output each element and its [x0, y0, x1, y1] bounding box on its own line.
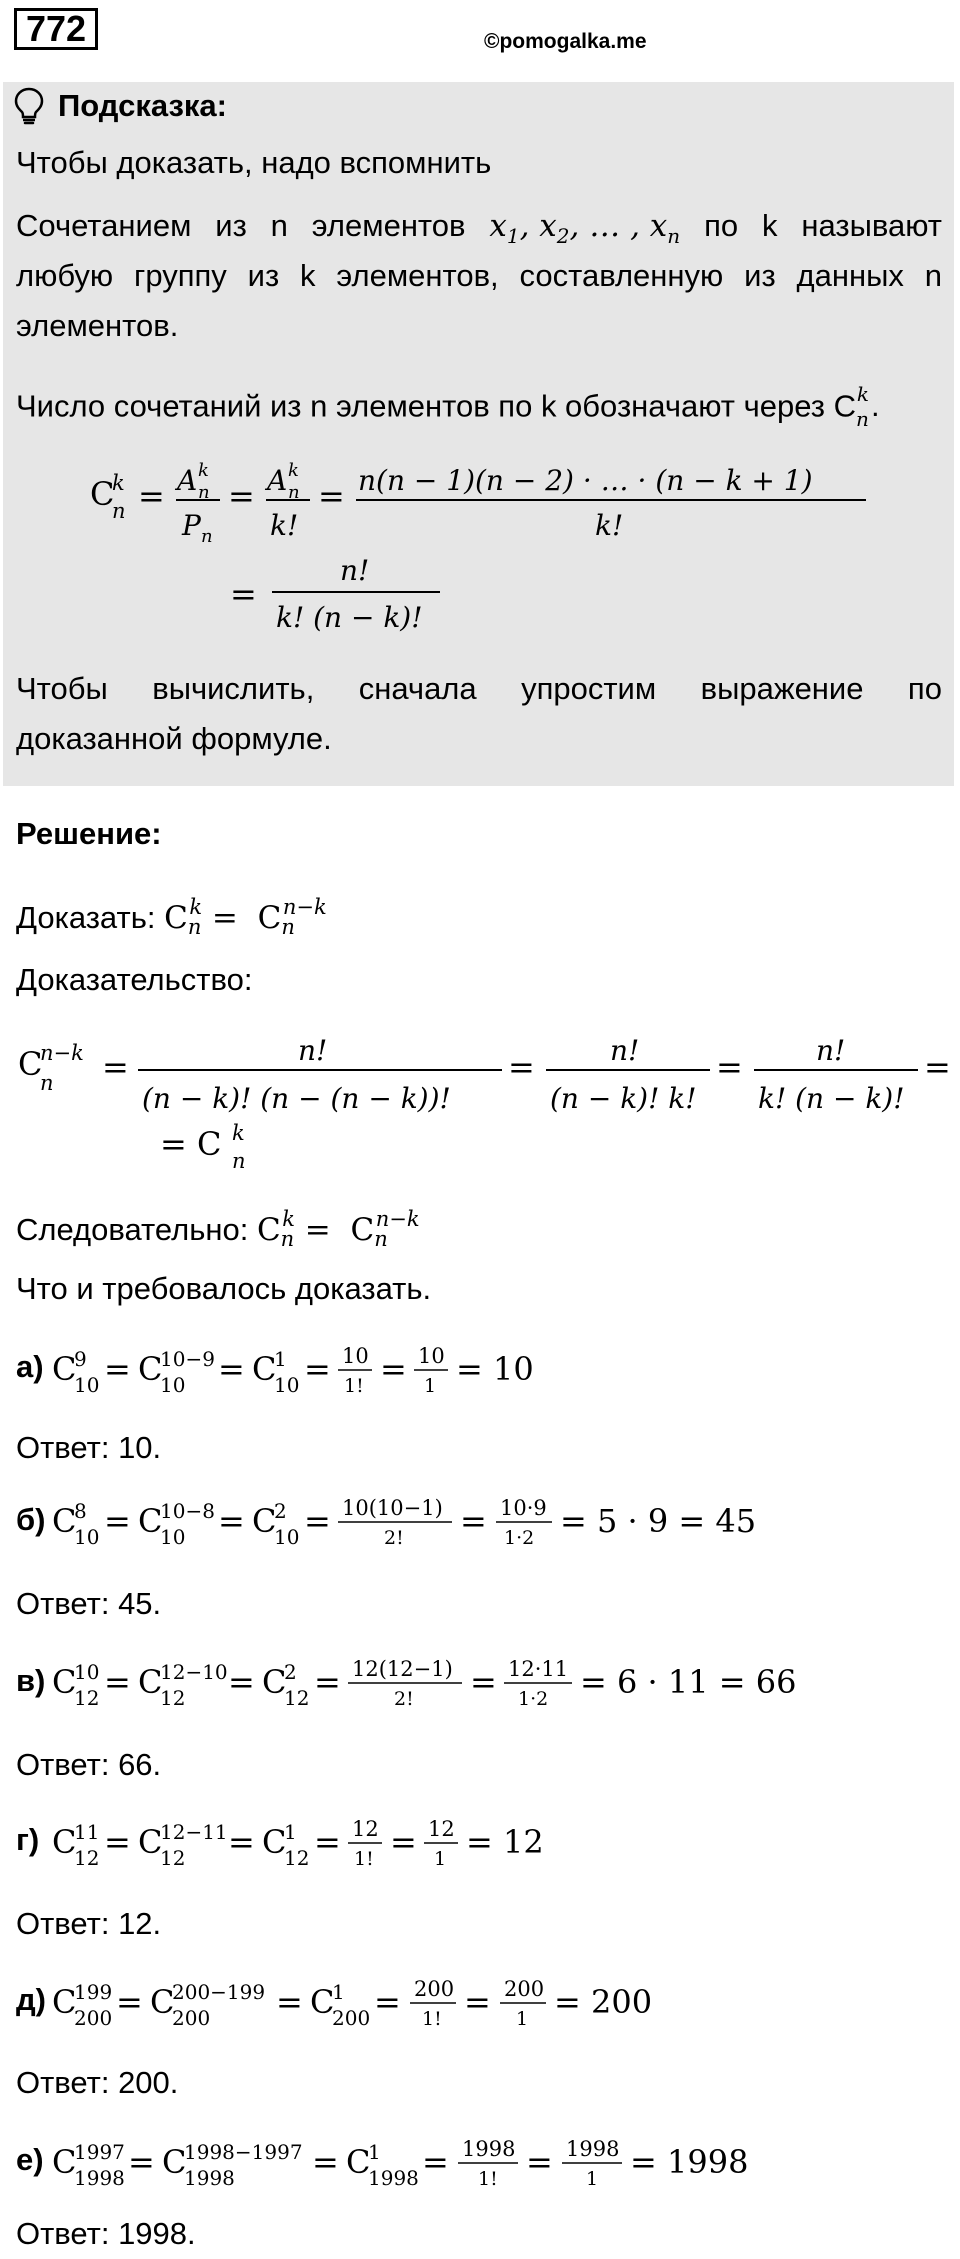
- word: k: [300, 258, 316, 293]
- svg-text:n!: n!: [340, 554, 370, 587]
- svg-text:=: =: [924, 1048, 951, 1086]
- hint-paragraph-3-line-1: [16, 669, 942, 709]
- item-d-formula: [52, 1803, 672, 1883]
- svg-text:10(10−1): 10(10−1): [342, 1496, 443, 1520]
- solution-title: Решение:: [16, 816, 162, 851]
- svg-text:200: 200: [414, 1977, 455, 2001]
- item-c-formula: [52, 1643, 872, 1723]
- svg-text:k: k: [112, 471, 125, 495]
- word: n: [924, 258, 942, 293]
- svg-text:12: 12: [74, 1846, 100, 1870]
- word: любую: [16, 258, 114, 293]
- hint-paragraph-1-line-2: [16, 256, 942, 296]
- svg-text:A: A: [267, 464, 288, 497]
- svg-text:=: =: [104, 1823, 131, 1861]
- svg-text:1: 1: [434, 1848, 447, 1870]
- item-e-formula: [52, 1963, 752, 2043]
- svg-text:C: C: [262, 1663, 287, 1701]
- answer-e: Ответ: 200.: [16, 2065, 179, 2100]
- proof-label: Доказательство:: [16, 962, 253, 997]
- svg-text:=: =: [218, 1350, 245, 1388]
- svg-text:1: 1: [424, 1375, 437, 1397]
- svg-text:C: C: [162, 2143, 187, 2181]
- svg-text:=: =: [276, 1983, 303, 2021]
- svg-text:1: 1: [274, 1347, 287, 1371]
- item-label-e: д): [16, 1982, 47, 2017]
- svg-text:12: 12: [284, 1686, 310, 1710]
- svg-text:n!: n!: [298, 1034, 328, 1067]
- word: данных: [796, 258, 904, 293]
- prove-formula: $Cn^k = Cn^{n-k}$: [164, 895, 327, 939]
- item-label-f: е): [16, 2142, 44, 2177]
- svg-text:10·9: 10·9: [500, 1496, 547, 1520]
- svg-text:8: 8: [74, 1499, 87, 1523]
- svg-text:=: =: [314, 1823, 341, 1861]
- svg-text:1: 1: [368, 2140, 381, 2164]
- svg-text:C: C: [310, 1983, 335, 2021]
- svg-text:12: 12: [284, 1846, 310, 1870]
- svg-text:2: 2: [274, 1499, 287, 1523]
- word: из: [215, 208, 247, 243]
- svg-text:=: =: [374, 1983, 401, 2021]
- svg-text:=: =: [230, 575, 257, 613]
- svg-text:=: =: [464, 1983, 491, 2021]
- svg-text:=: =: [508, 1048, 535, 1086]
- svg-text:=: =: [228, 477, 255, 515]
- svg-text:n: n: [201, 526, 213, 547]
- svg-text:C: C: [138, 1350, 163, 1388]
- svg-text:1!: 1!: [422, 2008, 442, 2030]
- svg-text:n: n: [40, 1071, 54, 1095]
- svg-text:10−9: 10−9: [160, 1347, 215, 1371]
- svg-text:C: C: [138, 1502, 163, 1540]
- svg-text:n: n: [112, 499, 126, 523]
- svg-text:2: 2: [284, 1660, 297, 1684]
- word: из: [744, 258, 776, 293]
- answer-c: Ответ: 66.: [16, 1747, 162, 1782]
- site-watermark: ©pomogalka.me: [484, 30, 647, 53]
- svg-text:C: C: [52, 1350, 77, 1388]
- word: элементов: [311, 208, 466, 243]
- svg-text:1: 1: [586, 2168, 599, 2190]
- svg-text:k! (n − k)!: k! (n − k)!: [276, 601, 423, 634]
- svg-text:n!: n!: [816, 1034, 846, 1067]
- svg-text:=: =: [716, 1048, 743, 1086]
- svg-text:= C: = C: [160, 1125, 222, 1163]
- svg-text:n: n: [232, 1149, 246, 1170]
- svg-text:=: =: [304, 1502, 331, 1540]
- svg-text:=: =: [422, 2143, 449, 2181]
- svg-text:1: 1: [284, 1820, 297, 1844]
- svg-text:(n − k)! k!: (n − k)! k!: [550, 1082, 697, 1115]
- svg-text:=: =: [526, 2143, 553, 2181]
- word: называют: [801, 208, 942, 243]
- svg-text:1997: 1997: [74, 2140, 125, 2164]
- svg-text:k: k: [198, 460, 209, 481]
- svg-text:10: 10: [74, 1525, 100, 1549]
- svg-text:2!: 2!: [384, 1527, 404, 1549]
- svg-text:12·11: 12·11: [508, 1657, 569, 1681]
- svg-text:12: 12: [428, 1817, 455, 1841]
- consequently-statement: [16, 1199, 420, 1259]
- item-label-a: а): [16, 1349, 44, 1384]
- consequently-formula: $Cn^k = Cn^{n-k}$: [256, 1207, 420, 1251]
- svg-text:C: C: [52, 1983, 77, 2021]
- hint-line-1: Чтобы доказать, надо вспомнить: [16, 145, 492, 180]
- svg-text:1998: 1998: [462, 2137, 516, 2161]
- svg-text:1998: 1998: [368, 2166, 419, 2190]
- svg-text:=: =: [104, 1663, 131, 1701]
- word: по: [704, 208, 739, 243]
- svg-text:10: 10: [74, 1373, 100, 1397]
- svg-text:C: C: [52, 2143, 77, 2181]
- svg-text:12: 12: [74, 1686, 100, 1710]
- svg-text:C: C: [90, 475, 115, 513]
- svg-text:=: =: [116, 1983, 143, 2021]
- svg-text:=: =: [390, 1823, 417, 1861]
- task-number: 772: [14, 8, 98, 50]
- svg-text:199: 199: [74, 1980, 113, 2004]
- svg-text:10: 10: [274, 1373, 300, 1397]
- word: вычислить,: [152, 671, 315, 706]
- svg-text:=: =: [102, 1048, 129, 1086]
- svg-text:C: C: [52, 1823, 77, 1861]
- item-label-b: б): [16, 1502, 46, 1537]
- svg-text:= 12: = 12: [466, 1823, 544, 1861]
- svg-text:=: =: [380, 1350, 407, 1388]
- svg-text:1!: 1!: [478, 2168, 498, 2190]
- word: Чтобы: [16, 671, 108, 706]
- svg-text:C: C: [252, 1502, 277, 1540]
- item-label-d: г): [16, 1822, 40, 1857]
- svg-text:P: P: [182, 509, 201, 542]
- word: по: [907, 671, 942, 706]
- svg-text:12: 12: [160, 1846, 186, 1870]
- svg-text:= 6 · 11 = 66: = 6 · 11 = 66: [580, 1663, 797, 1701]
- svg-text:k!: k!: [270, 509, 299, 542]
- svg-text:= 200: = 200: [554, 1983, 653, 2021]
- svg-text:10: 10: [74, 1660, 100, 1684]
- svg-text:200−199: 200−199: [172, 1980, 266, 2004]
- item-f-formula: [52, 2123, 852, 2203]
- svg-text:10: 10: [418, 1344, 445, 1368]
- hint-paragraph-3-line-2: доказанной формуле.: [16, 721, 332, 756]
- svg-text:200: 200: [74, 2006, 113, 2030]
- svg-text:12(12−1): 12(12−1): [352, 1657, 453, 1681]
- svg-text:1998: 1998: [74, 2166, 125, 2190]
- svg-text:10−8: 10−8: [160, 1499, 215, 1523]
- svg-text:n!: n!: [610, 1034, 640, 1067]
- svg-text:= 10: = 10: [456, 1350, 534, 1388]
- qed-text: Что и требовалось доказать.: [16, 1271, 432, 1306]
- svg-text:(n − k)! (n − (n − k))!: (n − k)! (n − (n − k))!: [142, 1082, 451, 1115]
- svg-text:12−11: 12−11: [160, 1820, 228, 1844]
- hint-title: Подсказка:: [58, 88, 227, 123]
- proof-formula: [10, 1010, 958, 1170]
- svg-text:9: 9: [74, 1347, 87, 1371]
- svg-text:n(n − 1)(n − 2) · … · (n − k +: n(n − 1)(n − 2) · … · (n − k + 1): [358, 464, 813, 497]
- svg-text:2!: 2!: [394, 1688, 414, 1710]
- svg-text:=: =: [318, 477, 345, 515]
- hint-paragraph-1-line-1: [16, 206, 942, 256]
- word: Сочетанием: [16, 208, 192, 243]
- svg-text:= 1998: = 1998: [630, 2143, 749, 2181]
- answer-f: Ответ: 1998.: [16, 2216, 196, 2251]
- word: k: [761, 208, 778, 243]
- item-label-c: в): [16, 1663, 46, 1698]
- word: сначала: [358, 671, 477, 706]
- svg-text:k! (n − k)!: k! (n − k)!: [758, 1082, 905, 1115]
- svg-text:C: C: [52, 1663, 77, 1701]
- svg-text:1: 1: [516, 2008, 529, 2030]
- svg-text:A: A: [177, 464, 198, 497]
- hint-paragraph-2: Число сочетаний из n элементов по k обозначают через $C_n^k$.: [16, 382, 880, 431]
- svg-text:C: C: [252, 1350, 277, 1388]
- svg-text:= 5 · 9 = 45: = 5 · 9 = 45: [560, 1502, 757, 1540]
- svg-text:C: C: [138, 1663, 163, 1701]
- lightbulb-icon: [12, 86, 46, 126]
- svg-text:200: 200: [504, 1977, 545, 2001]
- word: из: [247, 258, 280, 293]
- answer-a: Ответ: 10.: [16, 1430, 162, 1465]
- svg-text:=: =: [312, 2143, 339, 2181]
- svg-text:k!: k!: [595, 509, 624, 542]
- svg-text:=: =: [104, 1502, 131, 1540]
- svg-text:=: =: [460, 1502, 487, 1540]
- svg-text:12: 12: [352, 1817, 379, 1841]
- svg-text:10: 10: [342, 1344, 369, 1368]
- svg-text:C: C: [18, 1045, 43, 1083]
- item-b-formula: [52, 1482, 852, 1562]
- svg-text:12: 12: [160, 1686, 186, 1710]
- consequently-label: Следовательно:: [16, 1212, 257, 1247]
- word: n: [270, 208, 288, 243]
- svg-text:=: =: [128, 2143, 155, 2181]
- svg-text:1998: 1998: [566, 2137, 620, 2161]
- svg-text:k: k: [288, 460, 299, 481]
- svg-text:C: C: [52, 1502, 77, 1540]
- hint-paragraph-2-text: Число сочетаний из n элементов по k обозначают через C: [16, 388, 857, 424]
- word: группу: [134, 258, 227, 293]
- answer-b: Ответ: 45.: [16, 1586, 162, 1621]
- svg-text:=: =: [228, 1823, 255, 1861]
- svg-text:=: =: [138, 477, 165, 515]
- svg-text:n−k: n−k: [40, 1041, 84, 1065]
- answer-d: Ответ: 12.: [16, 1906, 162, 1941]
- word: элементов,: [336, 258, 499, 293]
- svg-text:C: C: [346, 2143, 371, 2181]
- svg-text:1: 1: [332, 1980, 345, 2004]
- svg-text:200: 200: [172, 2006, 211, 2030]
- svg-text:11: 11: [74, 1820, 100, 1844]
- svg-text:200: 200: [332, 2006, 371, 2030]
- svg-text:1·2: 1·2: [504, 1527, 535, 1549]
- svg-text:=: =: [470, 1663, 497, 1701]
- svg-text:=: =: [104, 1350, 131, 1388]
- prove-statement: [16, 887, 327, 947]
- svg-text:1!: 1!: [344, 1375, 364, 1397]
- svg-text:1!: 1!: [354, 1848, 374, 1870]
- prove-label: Доказать:: [16, 900, 165, 935]
- word: упростим: [521, 671, 657, 706]
- svg-text:=: =: [228, 1663, 255, 1701]
- svg-text:C: C: [150, 1983, 175, 2021]
- svg-text:10: 10: [160, 1373, 186, 1397]
- svg-text:1998: 1998: [184, 2166, 235, 2190]
- item-a-formula: [52, 1330, 612, 1410]
- svg-text:1·2: 1·2: [518, 1688, 549, 1710]
- word: составленную: [519, 258, 724, 293]
- word: выражение: [700, 671, 864, 706]
- svg-text:=: =: [304, 1350, 331, 1388]
- svg-text:10: 10: [274, 1525, 300, 1549]
- svg-text:n: n: [288, 482, 300, 503]
- hint-paragraph-1-line-3: элементов.: [16, 308, 179, 343]
- svg-text:C: C: [138, 1823, 163, 1861]
- sequence-formula: $x_1$, $x_2$, … , $x_n$: [489, 208, 681, 249]
- svg-text:k: k: [232, 1121, 245, 1145]
- svg-text:n: n: [198, 482, 210, 503]
- combination-formula: [80, 440, 880, 650]
- svg-text:12−10: 12−10: [160, 1660, 228, 1684]
- svg-text:10: 10: [160, 1525, 186, 1549]
- svg-text:=: =: [314, 1663, 341, 1701]
- svg-text:=: =: [218, 1502, 245, 1540]
- svg-text:1998−1997: 1998−1997: [184, 2140, 303, 2164]
- svg-text:C: C: [262, 1823, 287, 1861]
